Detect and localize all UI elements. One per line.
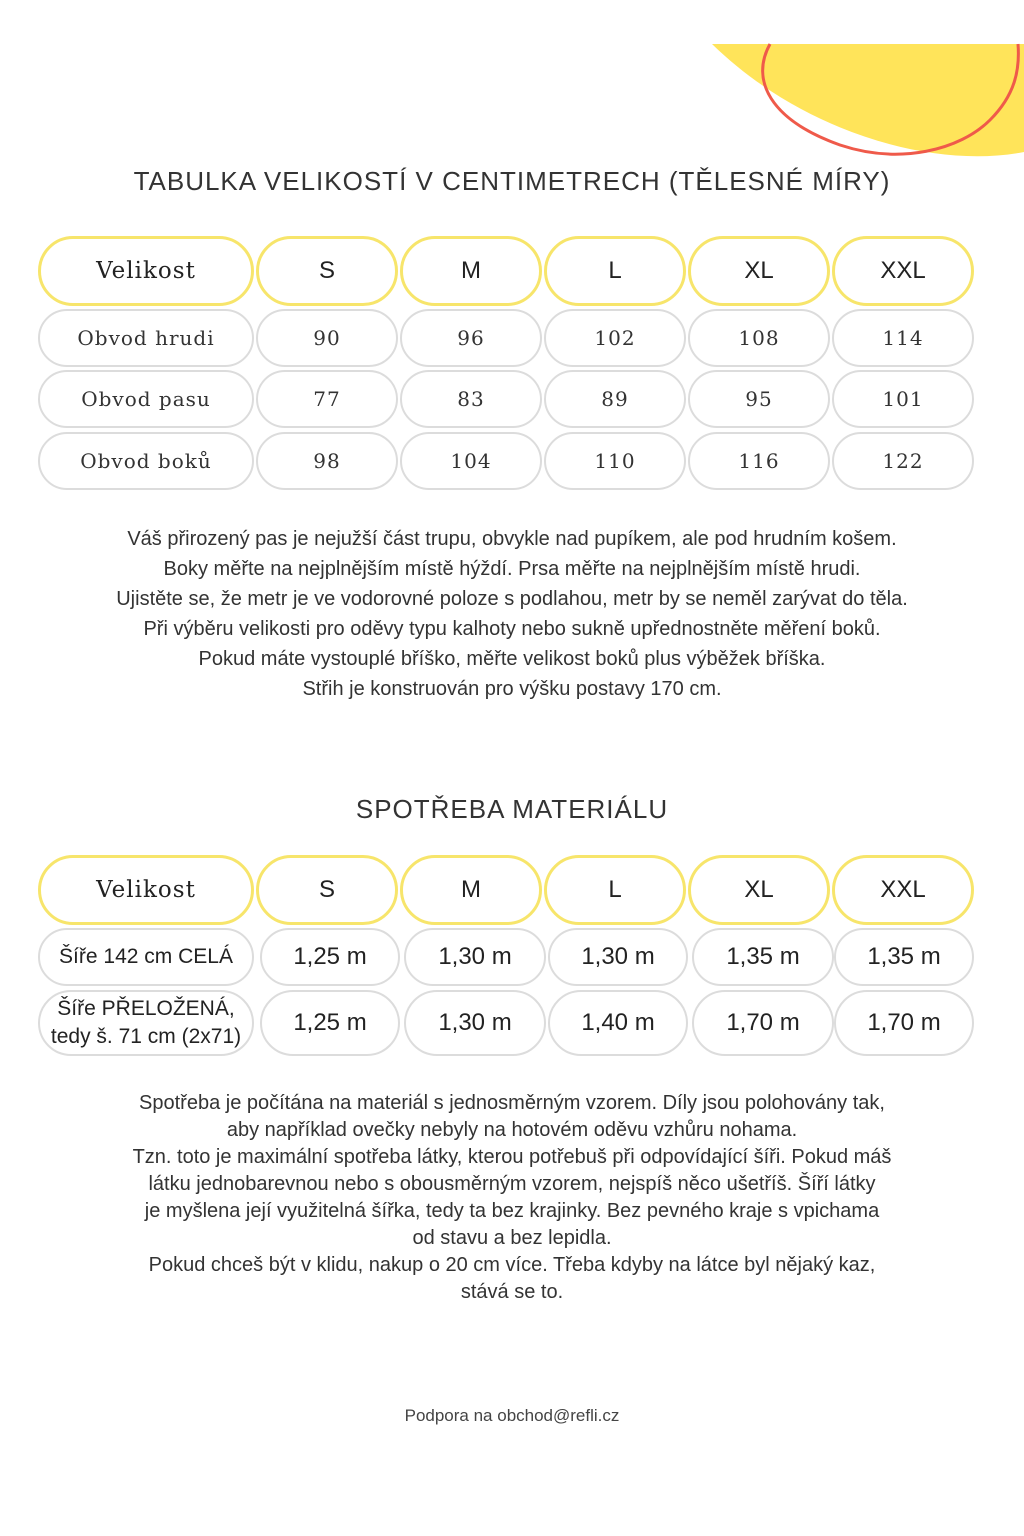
table-cell: 122: [832, 432, 974, 490]
material-header-m: M: [400, 855, 542, 925]
material-header-xl: XL: [688, 855, 830, 925]
row-label-line: Šíře 142 cm CELÁ: [59, 945, 233, 968]
material-note-line: Spotřeba je počítána na materiál s jednosměrným vzorem. Díly jsou polohovány tak,: [139, 1092, 885, 1114]
size-note-line: Pokud máte vystouplé bříško, měřte velikost boků plus výběžek bříška.: [198, 648, 826, 670]
table-cell: 1,35 m: [834, 928, 974, 986]
table-cell: 1,25 m: [260, 928, 400, 986]
row-label-hips: Obvod boků: [38, 432, 254, 490]
size-header-l: L: [544, 236, 686, 306]
table-cell: 1,40 m: [548, 990, 688, 1056]
size-note-line: Při výběru velikosti pro oděvy typu kalhoty nebo sukně upřednostněte měření boků.: [143, 618, 881, 640]
table-cell: 89: [544, 370, 686, 428]
table-cell: 1,30 m: [404, 990, 546, 1056]
size-header-m: M: [400, 236, 542, 306]
size-note-line: Boky měřte na nejplnějším místě hýždí. Prsa měřte na nejplnějším místě hrudi.: [163, 558, 861, 580]
row-label-folded-width: [38, 990, 254, 1056]
table-cell: 1,25 m: [260, 990, 400, 1056]
size-table-title: TABULKA VELIKOSTÍ V CENTIMETRECH (TĚLESNÉ MÍRY): [133, 166, 891, 196]
material-note-line: je myšlena její využitelná šířka, tedy ta bez krajinky. Bez pevného kraje s vpichama: [144, 1200, 880, 1222]
table-cell: 98: [256, 432, 398, 490]
size-header-s: S: [256, 236, 398, 306]
row-label-line: Šíře PŘELOŽENÁ,: [57, 997, 235, 1020]
table-cell: 108: [688, 309, 830, 367]
material-header-l: L: [544, 855, 686, 925]
size-notes: [40, 524, 984, 704]
material-note-line: stává se to.: [460, 1281, 564, 1303]
size-note-line: Ujistěte se, že metr je ve vodorovné poloze s podlahou, metr by se neměl zarývat do těla.: [116, 588, 908, 610]
table-cell: 1,35 m: [692, 928, 834, 986]
material-header-xxl: XXL: [832, 855, 974, 925]
row-label-chest: Obvod hrudi: [38, 309, 254, 367]
size-header-label: Velikost: [38, 236, 254, 306]
material-header-s: S: [256, 855, 398, 925]
row-label-line: tedy š. 71 cm (2x71): [50, 1025, 242, 1048]
table-cell: 110: [544, 432, 686, 490]
material-note-line: Pokud chceš být v klidu, nakup o 20 cm více. Třeba kdyby na látce byl nějaký kaz,: [148, 1254, 876, 1276]
size-note-line: Střih je konstruován pro výšku postavy 170 cm.: [302, 678, 722, 700]
table-cell: 101: [832, 370, 974, 428]
material-notes: [40, 1090, 984, 1306]
size-header-xxl: XXL: [832, 236, 974, 306]
row-label-waist: Obvod pasu: [38, 370, 254, 428]
table-cell: 102: [544, 309, 686, 367]
size-header-xl: XL: [688, 236, 830, 306]
table-cell: 83: [400, 370, 542, 428]
table-cell: 90: [256, 309, 398, 367]
size-note-line: Váš přirozený pas je nejužší část trupu, obvykle nad pupíkem, ale pod hrudním košem.: [127, 528, 897, 550]
table-cell: 1,30 m: [404, 928, 546, 986]
material-header-label: Velikost: [38, 855, 254, 925]
table-cell: 77: [256, 370, 398, 428]
table-cell: 1,30 m: [548, 928, 688, 986]
table-cell: 95: [688, 370, 830, 428]
yellow-blob-shape: [712, 44, 1024, 156]
table-cell: 1,70 m: [692, 990, 834, 1056]
material-table-title: SPOTŘEBA MATERIÁLU: [355, 794, 669, 824]
table-cell: 96: [400, 309, 542, 367]
material-note-line: Tzn. toto je maximální spotřeba látky, kterou potřebuš při odpovídající šíři. Pokud máš: [132, 1146, 892, 1168]
table-cell: 114: [832, 309, 974, 367]
table-cell: 116: [688, 432, 830, 490]
material-note-line: aby například ovečky nebyly na hotovém oděvu vzhůru nohama.: [226, 1119, 798, 1141]
material-note-line: od stavu a bez lepidla.: [412, 1227, 612, 1249]
material-note-line: látku jednobarevnou nebo s obousměrným vzorem, nejspíš něco ušetříš. Šíří látky: [148, 1173, 876, 1195]
table-cell: 1,70 m: [834, 990, 974, 1056]
support-contact: Podpora na obchod@refli.cz: [404, 1406, 620, 1425]
row-label-full-width: [38, 928, 254, 986]
table-cell: 104: [400, 432, 542, 490]
